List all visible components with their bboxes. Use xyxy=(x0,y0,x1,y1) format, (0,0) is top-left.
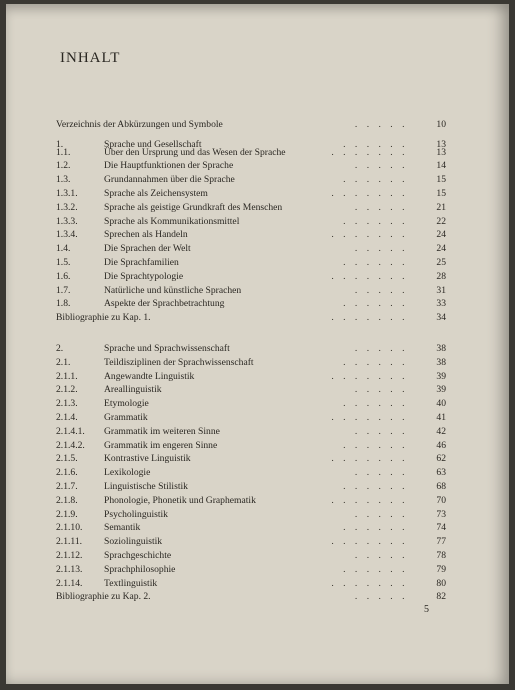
toc-entry-page: 33 xyxy=(436,298,446,310)
toc-entry xyxy=(56,466,446,479)
toc-entry-number: 1.6. xyxy=(56,270,71,282)
toc-leader-dots: . . . . . xyxy=(354,425,408,437)
toc-entry xyxy=(56,284,446,297)
toc-entry xyxy=(56,494,446,507)
toc-entry-page: 24 xyxy=(436,229,446,241)
toc-entry xyxy=(56,342,446,355)
toc-entry-page: 62 xyxy=(436,453,446,465)
toc-leader-dots: . . . . . . . xyxy=(331,146,408,158)
toc-entry-number: 2.1.8. xyxy=(56,494,78,506)
toc-entry-title: Die Sprachtypologie xyxy=(104,270,184,282)
toc-entry xyxy=(56,577,446,590)
toc-entry-page: 38 xyxy=(436,343,446,354)
toc-entry-page: 78 xyxy=(436,550,446,561)
toc-leader-dots: . . . . . . . xyxy=(331,188,408,199)
toc-entry-page: 74 xyxy=(436,522,446,534)
toc-entry-title: Sprachgeschichte xyxy=(104,550,172,561)
toc-entry xyxy=(56,201,446,214)
toc-entry xyxy=(56,521,446,534)
toc-entry-title: Die Sprachfamilien xyxy=(104,257,179,268)
toc-entry xyxy=(56,397,446,410)
toc-leader-dots: . . . . . xyxy=(354,160,408,172)
toc-entry-number: 2.1.4.1. xyxy=(56,425,85,437)
toc-entry-title: Lexikologie xyxy=(104,467,151,479)
toc-entry-title: Phonologie, Phonetik und Graphematik xyxy=(104,494,256,506)
toc-entry-title: Psycholinguistik xyxy=(104,508,168,520)
toc-entry-page: 73 xyxy=(436,508,446,520)
toc-entry-page: 34 xyxy=(436,312,446,324)
toc-entry xyxy=(56,146,446,159)
toc-entry-number: 2.1.4. xyxy=(56,412,78,423)
toc-entry-number: 2.1.12. xyxy=(56,550,83,561)
toc-entry-title: Über den Ursprung und das Wesen der Sprache xyxy=(104,146,286,158)
toc-entry-page: 13 xyxy=(436,146,446,158)
toc-entry xyxy=(56,370,446,383)
toc-leader-dots: . . . . . . xyxy=(343,138,408,150)
toc-entry-title: Angewandte Linguistik xyxy=(104,370,195,382)
toc-entry-number: 2.1.7. xyxy=(56,481,78,492)
toc-entry-title: Semantik xyxy=(104,522,141,534)
toc-leader-dots: . . . . . . xyxy=(343,439,408,451)
toc-entry-number: 1.3.2. xyxy=(56,201,78,213)
toc-entry-number: 2.1.14. xyxy=(56,577,83,589)
toc-entry-title: Sprache als Zeichensystem xyxy=(104,188,208,199)
toc-entry-number: 2.1.6. xyxy=(56,467,78,479)
toc-entry-number: 2.1.11. xyxy=(56,536,83,548)
toc-entry-title: Bibliographie zu Kap. 1. xyxy=(56,312,151,324)
toc-entry-number: 2.1.5. xyxy=(56,453,78,465)
toc-leader-dots: . . . . . . . xyxy=(331,312,408,324)
toc-leader-dots: . . . . . . . xyxy=(331,229,408,241)
toc-entry xyxy=(56,173,446,186)
toc-entry xyxy=(56,383,446,396)
toc-entry-page: 63 xyxy=(436,467,446,479)
toc-leader-dots: . . . . . xyxy=(354,508,408,520)
toc-entry-number: 1.3.4. xyxy=(56,229,78,241)
toc-entry-page: 80 xyxy=(436,577,446,589)
toc-leader-dots: . . . . . . xyxy=(343,257,408,268)
toc-leader-dots: . . . . . . . xyxy=(331,453,408,465)
toc-entry-page: 24 xyxy=(436,243,446,255)
toc-entry xyxy=(56,242,446,255)
toc-entry-page: 25 xyxy=(436,257,446,268)
toc-leader-dots: . . . . . . . xyxy=(331,494,408,506)
toc-entry-page: 77 xyxy=(436,536,446,548)
toc-leader-dots: . . . . . . xyxy=(343,215,408,227)
toc-entry xyxy=(56,590,446,603)
toc-entry-number: 1.3.3. xyxy=(56,215,78,227)
toc-entry xyxy=(56,311,446,324)
toc-entry-page: 39 xyxy=(436,384,446,396)
toc-entry-page: 38 xyxy=(436,356,446,368)
toc-entry-page: 28 xyxy=(436,270,446,282)
toc-entry-title: Etymologie xyxy=(104,398,149,410)
toc-entry xyxy=(56,187,446,200)
toc-entry-number: 1.3. xyxy=(56,174,71,186)
toc-leader-dots: . . . . . . xyxy=(343,398,408,410)
toc-entry-title: Sprechen als Handeln xyxy=(104,229,188,241)
toc-entry-page: 82 xyxy=(436,591,446,603)
toc-entry-page: 46 xyxy=(436,439,446,451)
toc-leader-dots: . . . . . xyxy=(354,119,408,130)
toc-entry-page: 79 xyxy=(436,563,446,575)
toc-entry-number: 2.1.13. xyxy=(56,563,83,575)
toc-entry-number: 2.1.2. xyxy=(56,384,78,396)
toc-leader-dots: . . . . . . . xyxy=(331,270,408,282)
toc-entry xyxy=(56,159,446,172)
book-page xyxy=(6,4,509,684)
toc-entry-title: Textlinguistik xyxy=(104,577,158,589)
toc-entry-page: 68 xyxy=(436,481,446,492)
toc-entry-number: 2.1.3. xyxy=(56,398,78,410)
toc-entry-title: Sprache und Sprachwissenschaft xyxy=(104,343,230,354)
toc-leader-dots: . . . . . xyxy=(354,343,408,354)
toc-entry-title: Bibliographie zu Kap. 2. xyxy=(56,591,151,603)
toc-leader-dots: . . . . . . xyxy=(343,522,408,534)
toc-entry-title: Teildisziplinen der Sprachwissenschaft xyxy=(104,356,254,368)
toc-leader-dots: . . . . . . . xyxy=(331,370,408,382)
toc-entry xyxy=(56,480,446,493)
toc-entry xyxy=(56,563,446,576)
toc-entry xyxy=(56,270,446,283)
toc-leader-dots: . . . . . . . xyxy=(331,412,408,423)
toc-entry xyxy=(56,425,446,438)
toc-entry-page: 10 xyxy=(436,119,446,130)
toc-leader-dots: . . . . . xyxy=(354,550,408,561)
toc-entry xyxy=(56,256,446,269)
toc-leader-dots: . . . . . . . xyxy=(331,577,408,589)
toc-entry-title: Linguistische Stilistik xyxy=(104,481,188,492)
toc-entry-title: Aspekte der Sprachbetrachtung xyxy=(104,298,225,310)
toc-entry-number: 1.5. xyxy=(56,257,71,268)
toc-entry-page: 22 xyxy=(436,215,446,227)
toc-entry xyxy=(56,452,446,465)
toc-entry-title: Areallinguistik xyxy=(104,384,162,396)
toc-leader-dots: . . . . . . xyxy=(343,481,408,492)
toc-entry-page: 31 xyxy=(436,284,446,296)
toc-entry-title: Grammatik im weiteren Sinne xyxy=(104,425,220,437)
toc-entry xyxy=(56,297,446,310)
toc-entry-title: Die Sprachen der Welt xyxy=(104,243,191,255)
toc-entry-page: 39 xyxy=(436,370,446,382)
toc-leader-dots: . . . . . . xyxy=(343,298,408,310)
toc-entry-number: 1.3.1. xyxy=(56,188,78,199)
toc-leader-dots: . . . . . . xyxy=(343,356,408,368)
toc-entry-number: 2. xyxy=(56,343,64,354)
toc-entry-title: Soziolinguistik xyxy=(104,536,163,548)
toc-entry-page: 41 xyxy=(436,412,446,423)
toc-entry-title: Die Hauptfunktionen der Sprache xyxy=(104,160,234,172)
toc-entry xyxy=(56,356,446,369)
toc-entry-title: Grammatik im engeren Sinne xyxy=(104,439,218,451)
toc-entry-page: 15 xyxy=(436,188,446,199)
toc-entry-number: 1.8. xyxy=(56,298,71,310)
toc-entry xyxy=(56,228,446,241)
toc-leader-dots: . . . . . xyxy=(354,384,408,396)
page-title: INHALT xyxy=(60,50,121,66)
toc-entry-page: 21 xyxy=(436,201,446,213)
toc-entry-title: Grammatik xyxy=(104,412,148,423)
toc-entry-number: 1.2. xyxy=(56,160,71,172)
toc-entry-number: 2.1.9. xyxy=(56,508,78,520)
toc-entry-page: 14 xyxy=(436,160,446,172)
toc-entry-title: Natürliche und künstliche Sprachen xyxy=(104,284,242,296)
toc-entry-title: Grundannahmen über die Sprache xyxy=(104,174,235,186)
toc-entry-title: Sprachphilosophie xyxy=(104,563,176,575)
toc-entry-number: 1.7. xyxy=(56,284,71,296)
toc-leader-dots: . . . . . xyxy=(354,467,408,479)
toc-leader-dots: . . . . . xyxy=(354,201,408,213)
toc-entry-title: Sprache und Gesellschaft xyxy=(104,138,202,150)
toc-entry xyxy=(56,439,446,452)
toc-entry-page: 70 xyxy=(436,494,446,506)
toc-entry xyxy=(56,508,446,521)
toc-entry xyxy=(56,118,446,131)
toc-entry xyxy=(56,535,446,548)
toc-entry-number: 1.1. xyxy=(56,146,71,158)
toc-entry-number: 2.1.10. xyxy=(56,522,83,534)
toc-entry-page: 42 xyxy=(436,425,446,437)
page-number: 5 xyxy=(424,604,429,615)
toc-entry-title: Sprache als geistige Grundkraft des Menschen xyxy=(104,201,283,213)
toc-leader-dots: . . . . . xyxy=(354,591,408,603)
toc-entry-title: Verzeichnis der Abkürzungen und Symbole xyxy=(56,119,223,130)
toc-entry-number: 2.1.4.2. xyxy=(56,439,85,451)
toc-entry-number: 1. xyxy=(56,138,64,150)
toc-entry-title: Sprache als Kommunikationsmittel xyxy=(104,215,240,227)
toc-entry-page: 13 xyxy=(436,138,446,150)
toc-entry-title: Kontrastive Linguistik xyxy=(104,453,191,465)
toc-entry-page: 40 xyxy=(436,398,446,410)
toc-leader-dots: . . . . . . . xyxy=(331,536,408,548)
toc-entry-page: 15 xyxy=(436,174,446,186)
toc-entry xyxy=(56,411,446,424)
toc-entry xyxy=(56,215,446,228)
toc-entry-number: 2.1. xyxy=(56,356,71,368)
toc-leader-dots: . . . . . xyxy=(354,243,408,255)
toc-entry xyxy=(56,549,446,562)
toc-leader-dots: . . . . . xyxy=(354,284,408,296)
toc-leader-dots: . . . . . . xyxy=(343,563,408,575)
toc-leader-dots: . . . . . . xyxy=(343,174,408,186)
toc-entry-number: 1.4. xyxy=(56,243,71,255)
toc-entry-number: 2.1.1. xyxy=(56,370,78,382)
